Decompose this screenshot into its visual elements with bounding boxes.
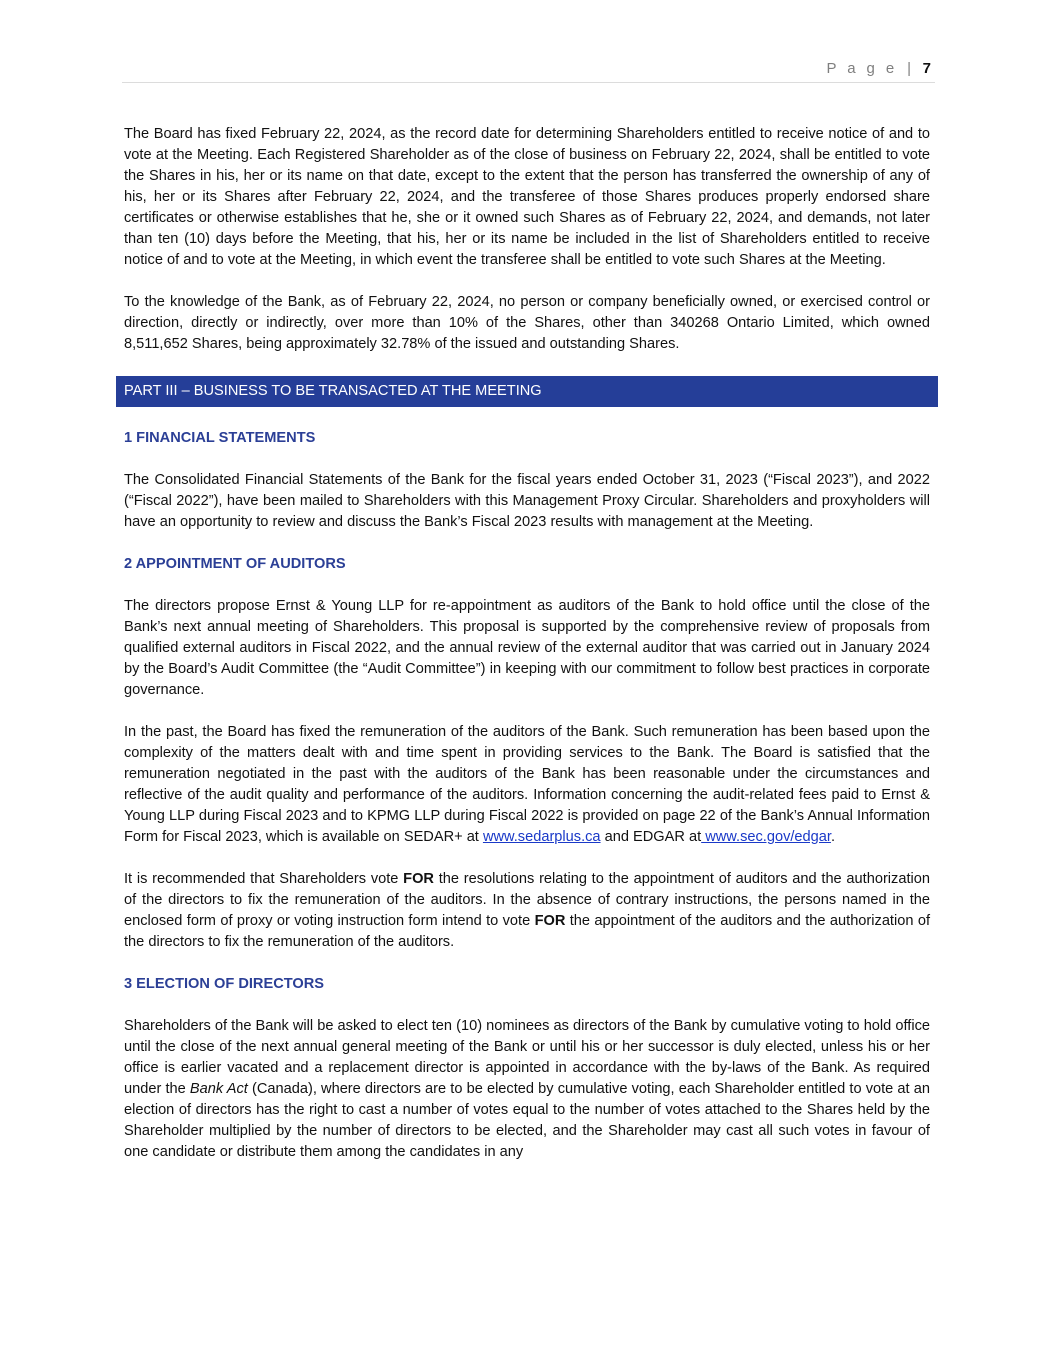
for-emphasis: FOR bbox=[534, 913, 566, 929]
page-separator: | bbox=[907, 60, 912, 77]
election-of-directors-heading: 3 ELECTION OF DIRECTORS bbox=[124, 976, 325, 992]
sedarplus-link[interactable]: www.sedarplus.ca bbox=[482, 829, 601, 845]
document-body bbox=[124, 124, 930, 1184]
edgar-text: and EDGAR at bbox=[600, 829, 702, 845]
auditors-remuneration-paragraph bbox=[124, 722, 930, 848]
recommendation-text-b: the resolutions relating to the appointment of auditors and the authorization of the directors to fix the remuneration of the auditors. In the absence of contrary instructions, the persons named in the enclosed form of proxy or voting instruction form intend to vote bbox=[124, 871, 930, 929]
appointment-of-auditors-heading: 2 APPOINTMENT OF AUDITORS bbox=[124, 556, 346, 572]
auditors-recommendation-paragraph bbox=[124, 869, 930, 953]
bank-act-title: Bank Act bbox=[189, 1081, 248, 1097]
ownership-paragraph: To the knowledge of the Bank, as of February 22, 2024, no person or company beneficially owned, or exercised control or direction, directly or indirectly, over more than 10% of the Shares, other than 340268 Ontario Limited, which owned 8,511,652 Shares, being approximately 32.78% of the issued and outstanding Shares. bbox=[124, 294, 930, 352]
financial-statements-paragraph: The Consolidated Financial Statements of the Bank for the fiscal years ended October 31, 2023 (“Fiscal 2023”), and 2022 (“Fiscal 2022”), have been mailed to Shareholders with this Management Proxy Circular. Shareholders and proxyholders will have an opportunity to review and discuss the Bank’s Fiscal 2023 results with management at the Meeting. bbox=[124, 472, 930, 530]
remuneration-text: In the past, the Board has fixed the remuneration of the auditors of the Bank. Such remuneration has been based upon the complexity of the matters dealt with and time spent in providing services to the Bank. The Board is satisfied that the remuneration negotiated in the past with the auditors of the Bank has been reasonable under the circumstances and reflective of the audit quality and performance of the auditors. Information concerning the audit-related fees paid to Ernst & Young LLP during Fiscal 2023 and to KPMG LLP during Fiscal 2022 is provided on page 22 of the Bank’s Annual Information Form for Fiscal 2023, which is available on SEDAR+ at bbox=[124, 724, 930, 845]
record-date-paragraph: The Board has fixed February 22, 2024, as the record date for determining Shareholders entitled to receive notice of and to vote at the Meeting. Each Registered Shareholder as of the close of business on February 22, 2024, shall be entitled to vote the Shares in his, her or its name on that date, except to the extent that the person has transferred the ownership of any of his, her or its Shares after February 22, 2024, and the transferee of those Shares produces properly endorsed share certificates or otherwise establishes that he, she or it owned such Shares as of February 22, 2024, and demands, not later than ten (10) days before the Meeting, that his, her or its name be included in the list of Shareholders entitled to receive notice of and to vote at the Meeting, in which event the transferee shall be entitled to vote such Shares at the Meeting. bbox=[124, 126, 930, 268]
financial-statements-heading: 1 FINANCIAL STATEMENTS bbox=[124, 430, 316, 446]
recommendation-text-c: the appointment of the auditors and the authorization of the directors to fix the remuneration of the auditors. bbox=[124, 913, 930, 950]
election-text-a: Shareholders of the Bank will be asked to elect ten (10) nominees as directors of the Bank by cumulative voting to hold office until the close of the next annual general meeting of the Bank or until his or her successor is duly elected, unless his or her office is earlier vacated and a replacement director is appointed in accordance with the by-laws of the Bank. As required under the bbox=[124, 1018, 930, 1097]
sec-edgar-link[interactable]: www.sec.gov/edgar bbox=[701, 829, 831, 845]
page-label: P a g e bbox=[826, 60, 898, 77]
recommendation-text-a: It is recommended that Shareholders vote bbox=[124, 871, 404, 887]
page-number-label bbox=[827, 60, 931, 77]
part-iii-banner: PART III – BUSINESS TO BE TRANSACTED AT THE MEETING bbox=[116, 376, 938, 407]
period: . bbox=[830, 829, 836, 845]
election-paragraph bbox=[124, 1016, 930, 1163]
election-text-b: (Canada), where directors are to be elected by cumulative voting, each Shareholder entitled to vote at an election of directors has the right to cast a number of votes equal to the number of votes attached to the Shares held by the Shareholder multiplied by the number of directors to be elected, and the Shareholder may cast all such votes in favour of one candidate or distribute them among the candidates in any bbox=[124, 1081, 930, 1160]
auditors-proposal-paragraph: The directors propose Ernst & Young LLP for re-appointment as auditors of the Bank to hold office until the close of the Bank’s next annual meeting of Shareholders. This proposal is supported by the comprehensive review of proposals from qualified external auditors in Fiscal 2022, and the annual review of the external auditor that was carried out in January 2024 by the Board’s Audit Committee (the “Audit Committee”) in keeping with our commitment to follow best practices in corporate governance. bbox=[124, 598, 930, 698]
page-number: 7 bbox=[922, 60, 931, 77]
page-header bbox=[122, 58, 935, 83]
for-emphasis: FOR bbox=[403, 871, 434, 887]
